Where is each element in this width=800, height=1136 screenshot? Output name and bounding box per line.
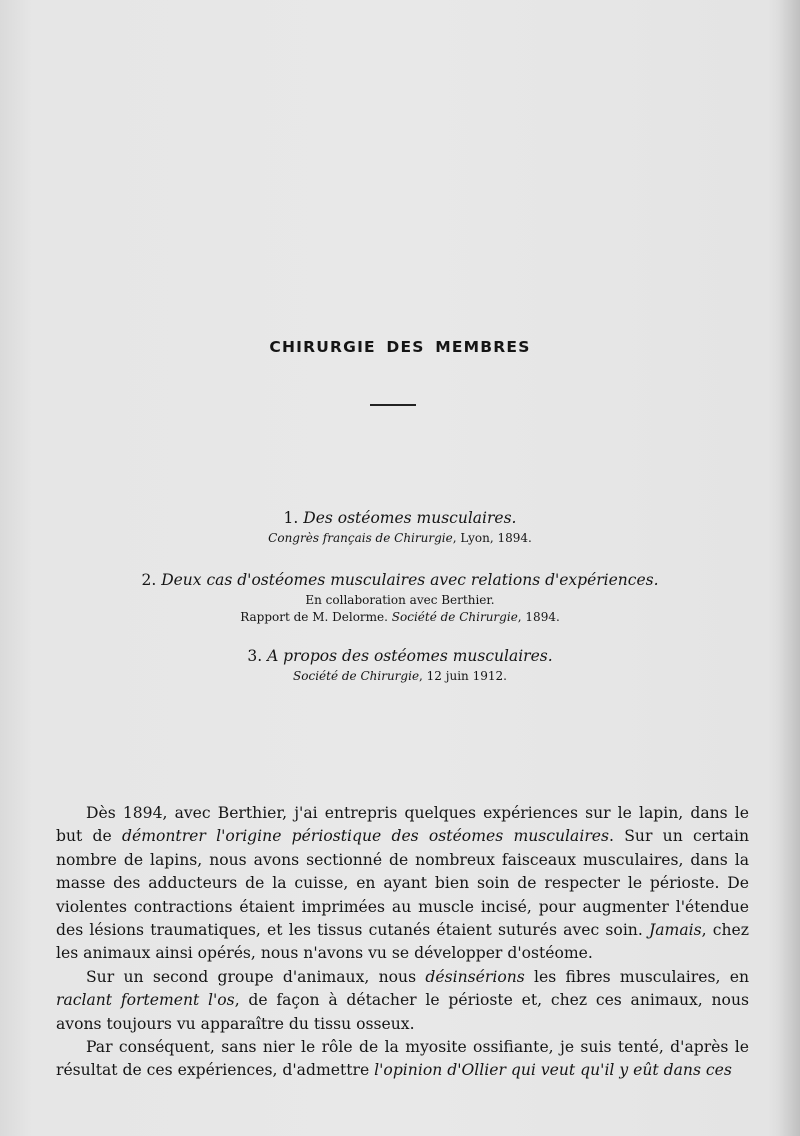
reference-source: , 12 juin 1912.	[419, 669, 507, 683]
paragraph-3: Par conséquent, sans nier le rôle de la myosite ossifiante, je suis tenté, d'après le résultat de ces expériences, d'admettre l'opinion d'Ollier qui veut qu'il y eût dans ces	[56, 1038, 749, 1080]
reference-number: 3.	[247, 647, 263, 665]
reference-item-1	[140, 508, 660, 547]
reference-list	[140, 508, 660, 685]
reference-source: , Lyon, 1894.	[452, 531, 532, 545]
reference-number: 1.	[283, 509, 299, 527]
reference-title: Deux cas d'ostéomes musculaires avec relations d'expériences.	[161, 571, 659, 589]
reference-venue: Congrès français de Chirurgie	[268, 531, 453, 545]
reference-source: , 1894.	[517, 610, 560, 624]
body-text	[56, 802, 749, 1083]
reference-report: Rapport de M. Delorme.	[240, 610, 392, 624]
paragraph-2: Sur un second groupe d'animaux, nous désinsérions les fibres musculaires, en raclant fortement l'os, de façon à détacher le périoste et, chez ces animaux, nous avons toujours vu apparaître du tissu osseux.	[56, 967, 749, 1033]
reference-title: Des ostéomes musculaires.	[303, 509, 517, 527]
reference-number: 2.	[141, 571, 157, 589]
reference-item-3	[140, 646, 660, 685]
paragraph-1: Dès 1894, avec Berthier, j'ai entrepris quelques expériences sur le lapin, dans le but de démontrer l'origine périostique des ostéomes musculaires. Sur un certain nombre de lapins, nous avons sectionné de nombreux faisceaux musculaires, dans la masse des adducteurs de la cuisse, en ayant bien soin de respecter le périoste. De violentes contractions étaient imprimées au muscle incisé, pour augmenter l'étendue des lésions traumatiques, et les tissus cutanés étaient suturés avec soin. Jamais, chez les animaux ainsi opérés, nous n'avons vu se développer d'ostéome.	[56, 804, 749, 963]
reference-venue: Société de Chirurgie	[293, 669, 420, 683]
section-title: CHIRURGIE DES MEMBRES	[269, 338, 531, 356]
reference-note: En collaboration avec Berthier.	[305, 593, 495, 607]
reference-venue: Société de Chirurgie	[391, 610, 518, 624]
title-divider	[370, 404, 416, 406]
reference-title: A propos des ostéomes musculaires.	[267, 647, 553, 665]
reference-item-2	[140, 570, 660, 626]
